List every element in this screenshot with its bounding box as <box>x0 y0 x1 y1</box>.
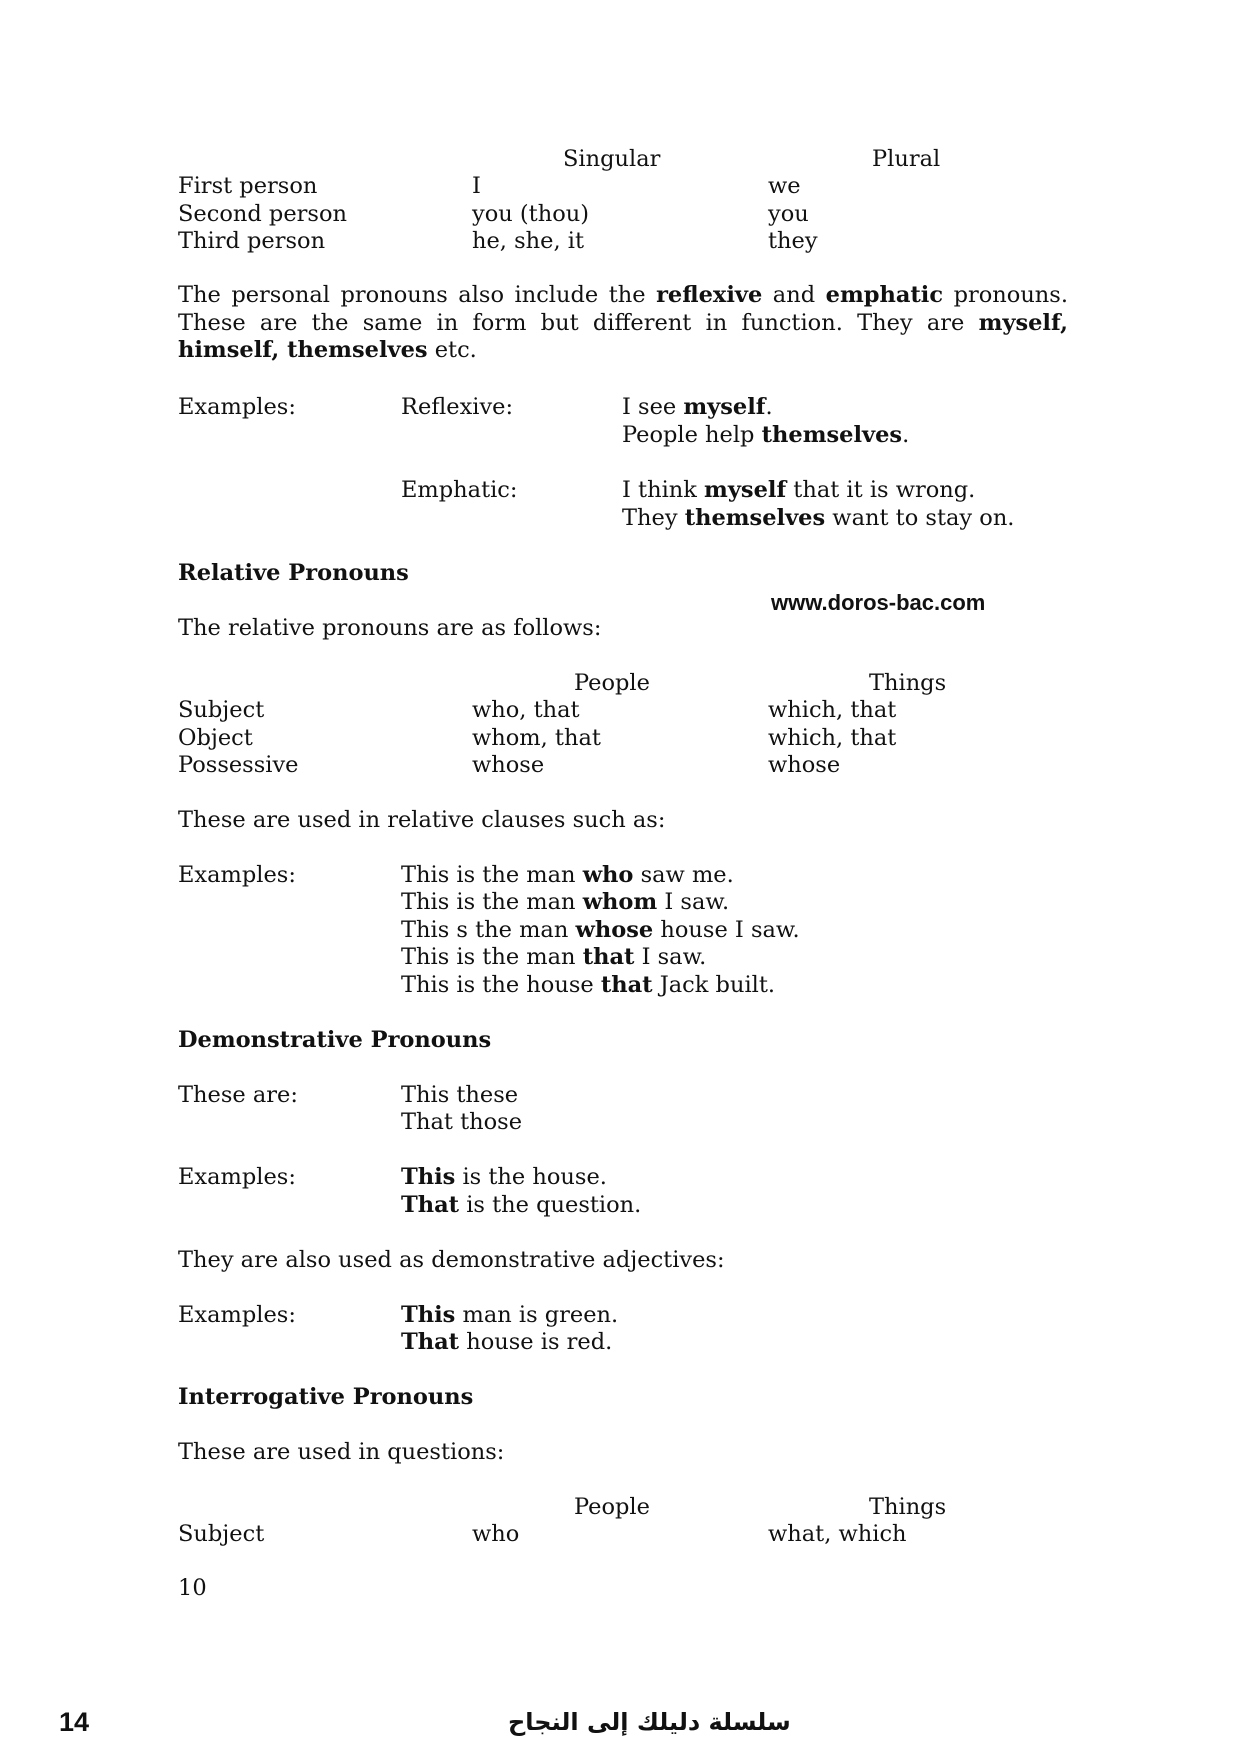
example-line: This man is green. <box>401 1302 619 1328</box>
reflexive-label: Reflexive: <box>401 394 514 420</box>
emphatic-label: Emphatic: <box>401 477 518 503</box>
paragraph-text: The personal pronouns also include the <box>178 282 657 308</box>
paragraph-text: pronouns. These are the same in form but different in function. They are <box>178 282 1068 336</box>
example-line: This s the man whose house I saw. <box>401 917 800 943</box>
col-header-people: People <box>574 670 650 696</box>
demonstrative-adjectives-intro: They are also used as demonstrative adjectives: <box>178 1247 725 1273</box>
table-cell: we <box>768 173 801 199</box>
paragraph-bold: reflexive <box>656 282 763 308</box>
footer-series-title: سلسلة دليلك إلى النجاح <box>508 1708 791 1736</box>
example-line: That is the question. <box>401 1192 642 1218</box>
table-cell: whose <box>472 752 545 778</box>
example-line: This is the man whom I saw. <box>401 889 730 915</box>
col-header-things: Things <box>869 1494 947 1520</box>
section-heading-interrogative: Interrogative Pronouns <box>178 1384 474 1410</box>
row-label: First person <box>178 173 318 199</box>
paragraph-text: and <box>762 282 826 308</box>
row-label: Second person <box>178 201 347 227</box>
relative-clauses-intro: These are used in relative clauses such as: <box>178 807 666 833</box>
section-heading-demonstrative: Demonstrative Pronouns <box>178 1027 492 1053</box>
paragraph-bold: myself, himself, themselves <box>178 309 1068 364</box>
row-label: Possessive <box>178 752 299 778</box>
example-line: This is the man that I saw. <box>401 944 707 970</box>
these-are-label: These are: <box>178 1082 298 1108</box>
section-heading-relative: Relative Pronouns <box>178 560 409 586</box>
table-cell: which, that <box>768 725 897 751</box>
table-cell: whom, that <box>472 725 601 751</box>
examples-label: Examples: <box>178 1164 296 1190</box>
table-cell: they <box>768 228 818 254</box>
table-cell: I <box>472 173 481 199</box>
example-line: I see myself. <box>622 394 773 420</box>
example-line: People help themselves. <box>622 422 910 448</box>
table-cell: whose <box>768 752 841 778</box>
col-header-singular: Singular <box>563 146 661 172</box>
paragraph-text: etc. <box>427 337 477 364</box>
table-cell: he, she, it <box>472 228 585 254</box>
example-line: This is the man who saw me. <box>401 862 734 888</box>
examples-label: Examples: <box>178 394 296 420</box>
example-line: I think myself that it is wrong. <box>622 477 976 503</box>
footer-page-number: 14 <box>59 1707 90 1737</box>
paragraph-bold: emphatic <box>825 282 944 308</box>
inner-page-number: 10 <box>178 1575 207 1601</box>
table-cell: who, that <box>472 697 580 723</box>
personal-pronouns-paragraph <box>178 282 1068 365</box>
col-header-things: Things <box>869 670 947 696</box>
demonstrative-form: This these <box>401 1082 519 1108</box>
relative-intro: The relative pronouns are as follows: <box>178 615 602 641</box>
col-header-people: People <box>574 1494 650 1520</box>
col-header-plural: Plural <box>872 146 941 172</box>
example-line: This is the house. <box>401 1164 607 1190</box>
table-cell: you (thou) <box>472 201 590 227</box>
examples-label: Examples: <box>178 862 296 888</box>
table-cell: what, which <box>768 1521 907 1547</box>
table-cell: who <box>472 1521 520 1547</box>
row-label: Subject <box>178 1521 265 1547</box>
interrogative-intro: These are used in questions: <box>178 1439 505 1465</box>
table-cell: you <box>768 201 809 227</box>
examples-label: Examples: <box>178 1302 296 1328</box>
table-cell: which, that <box>768 697 897 723</box>
example-line: That house is red. <box>401 1329 613 1355</box>
demonstrative-form: That those <box>401 1109 523 1135</box>
row-label: Object <box>178 725 253 751</box>
example-line: This is the house that Jack built. <box>401 972 776 998</box>
row-label: Subject <box>178 697 265 723</box>
row-label: Third person <box>178 228 326 254</box>
website-watermark: www.doros-bac.com <box>771 590 986 615</box>
example-line: They themselves want to stay on. <box>622 505 1015 531</box>
